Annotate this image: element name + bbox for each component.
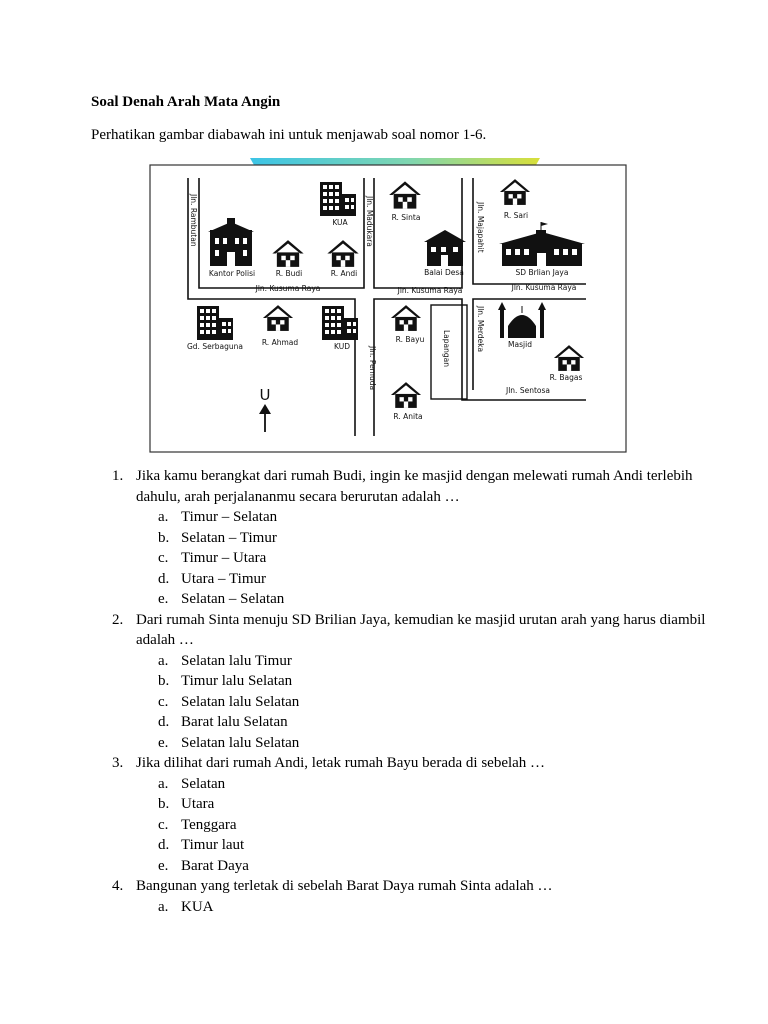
label-r-bayu: R. Bayu [395, 335, 425, 344]
option-letter: e. [158, 857, 169, 874]
option-letter: b. [158, 796, 170, 812]
question-number: 4. [112, 878, 124, 894]
question-item [112, 466, 712, 610]
option-item [136, 528, 712, 549]
option-text: Timur – Selatan [181, 509, 278, 525]
option-item [136, 712, 712, 733]
option-item [136, 692, 712, 713]
label-street-kusuma-1: Jln. Kusuma Raya [255, 284, 321, 293]
option-letter: a. [158, 898, 169, 915]
option-list [136, 507, 712, 610]
option-letter: c. [158, 693, 169, 710]
option-item [136, 548, 712, 569]
label-kud: KUD [334, 342, 350, 351]
option-text: Timur – Utara [181, 550, 267, 566]
option-text: Barat lalu Selatan [181, 714, 288, 730]
option-item [136, 815, 712, 836]
label-sd-brilian: SD Brlian Jaya [515, 268, 569, 277]
label-masjid: Masjid [508, 340, 532, 349]
option-list [136, 897, 712, 918]
map-figure [148, 158, 628, 454]
intro-text: Perhatikan gambar diabawah ini untuk menjawab soal nomor 1-6. [91, 127, 487, 143]
option-item [136, 589, 712, 610]
option-letter: d. [158, 714, 170, 730]
page-title: Soal Denah Arah Mata Angin [91, 94, 281, 110]
question-list [112, 466, 712, 917]
label-street-merdeka: Jln. Merdeka [476, 306, 485, 353]
question-number: 2. [112, 611, 124, 628]
option-text: Selatan lalu Selatan [181, 734, 300, 751]
option-item [136, 671, 712, 692]
option-item [136, 569, 712, 590]
option-text: Timur lalu Selatan [181, 673, 293, 689]
question-item [112, 610, 712, 754]
option-text: Utara – Timur [181, 570, 267, 587]
option-letter: e. [158, 591, 169, 607]
option-list [136, 651, 712, 754]
north-label: U [259, 386, 271, 404]
option-item [136, 897, 712, 918]
question-number: 1. [112, 468, 124, 484]
label-kantor-polisi: Kantor Polisi [208, 269, 256, 278]
option-letter: d. [158, 570, 170, 587]
option-text: Barat Daya [181, 857, 249, 874]
option-text: Selatan lalu Timur [181, 652, 292, 669]
label-gd-serbaguna: Gd. Serbaguna [186, 342, 244, 351]
label-kua: KUA [332, 218, 348, 227]
question-number: 3. [112, 755, 124, 771]
label-r-bagas: R. Bagas [549, 373, 583, 382]
option-text: Utara [181, 796, 215, 812]
label-street-pemuda: Jln. Pemuda [368, 346, 377, 391]
option-item [136, 651, 712, 672]
label-lapangan: Lapangan [442, 330, 451, 367]
label-r-sinta: R. Sinta [391, 213, 421, 222]
option-item [136, 774, 712, 795]
option-list [136, 774, 712, 877]
option-text: KUA [181, 898, 214, 915]
label-street-majapahit: Jln. Majapahit [476, 202, 485, 253]
option-text: Selatan – Timur [181, 529, 277, 546]
option-letter: b. [158, 673, 170, 689]
option-text: Selatan – Selatan [181, 591, 285, 607]
label-r-anita: R. Anita [393, 412, 423, 421]
option-item [136, 794, 712, 815]
question-item [112, 753, 712, 876]
label-r-budi: R. Budi [275, 269, 303, 278]
option-text: Selatan [181, 775, 226, 792]
question-text: Jika dilihat dari rumah Andi, letak rumah Bayu berada di sebelah … [136, 755, 546, 771]
option-letter: a. [158, 652, 169, 669]
option-item [136, 733, 712, 754]
label-street-madukara: Jln. Madukara [365, 196, 374, 247]
label-street-sentosa: Jln. Sentosa [506, 386, 550, 395]
label-street-rambutan: Jln. Rambutan [189, 194, 198, 247]
option-item [136, 835, 712, 856]
label-street-kusuma-3: Jln. Kusuma Raya [511, 283, 577, 292]
option-item [136, 507, 712, 528]
question-text: Bangunan yang terletak di sebelah Barat Daya rumah Sinta adalah … [136, 878, 553, 894]
option-letter: e. [158, 734, 169, 751]
label-r-andi: R. Andi [330, 269, 358, 278]
label-street-kusuma-2: Jln. Kusuma Raya [397, 286, 463, 295]
option-letter: d. [158, 837, 170, 853]
option-letter: c. [158, 550, 169, 566]
option-letter: b. [158, 529, 170, 546]
question-text: Dari rumah Sinta menuju SD Brilian Jaya, kemudian ke masjid urutan arah yang harus diambil adalah … [136, 611, 706, 648]
option-text: Tenggara [181, 816, 237, 833]
option-letter: c. [158, 816, 169, 833]
option-text: Timur laut [181, 837, 245, 853]
option-letter: a. [158, 509, 169, 525]
question-text: Jika kamu berangkat dari rumah Budi, ingin ke masjid dengan melewati rumah Andi terlebih dahulu, arah perjalananmu secara berurutan adalah … [136, 468, 693, 505]
option-letter: a. [158, 775, 169, 792]
option-item [136, 856, 712, 877]
label-r-ahmad: R. Ahmad [261, 338, 299, 347]
question-item [112, 876, 712, 917]
label-balai-desa: Balai Desa [424, 268, 464, 277]
label-r-sari: R. Sari [503, 211, 529, 220]
option-text: Selatan lalu Selatan [181, 693, 300, 710]
